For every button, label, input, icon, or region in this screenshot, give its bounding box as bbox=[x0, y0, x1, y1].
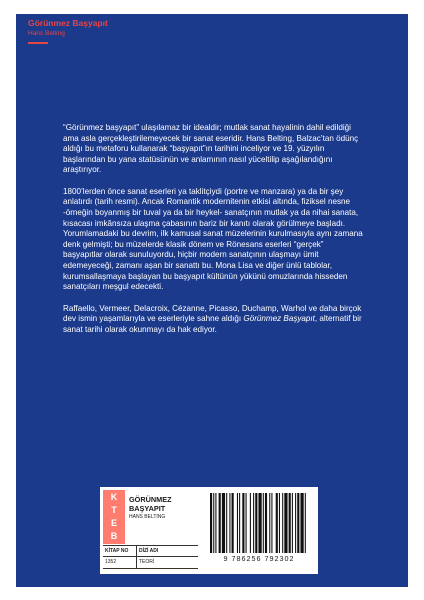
barcode-bar bbox=[289, 493, 291, 553]
barcode-bar bbox=[284, 493, 287, 553]
barcode-bar bbox=[250, 493, 251, 553]
barcode-bar bbox=[255, 493, 257, 553]
barcode-bar bbox=[246, 493, 247, 553]
isbn-number: 9 786256 792302 bbox=[223, 554, 295, 563]
blurb-paragraph-3-end: , alternatif bir sanat tarihi olarak okunmayı da hak ediyor. bbox=[63, 314, 362, 334]
barcode-bar bbox=[282, 493, 283, 553]
title-underline bbox=[28, 42, 48, 44]
blurb-text bbox=[63, 123, 365, 346]
barcode-bar bbox=[265, 493, 267, 553]
blurb-paragraph-2: 1800’lerden önce sanat eserleri ya taklitçiydi (portre ve manzara) ya da bir şey anlatırdı (tarih resmi). Ancak Romantik modernitenin etkisi altında, fiziksel nesne -örneğin boyanmış bir tuval ya da bir heykel- sanatçının mutlak ya da nihai sanata, kısacası imkânsıza ulaşma çabasının bariz bir kanıtı olarak görülmeye başladı. Yorumlamadaki bu devrim, ilk kamusal sanat müzelerinin kurulmasıyla aynı zamana denk gelmişti; bu müzelerde klasik dönem ve Rönesans eserleri “gerçek” başyapıtlar olarak sunuluyordu, hiçbir modern sanatçının ulaşmayı ümit edemeyeceği, zamanı aşan bir sanattı bu. Mona Lisa ve diğer ünlü tablolar, kurumsallaşmaya başlayan bu başyapıt kültünün yükünü omuzlarında hisseden sanatçıları meşgul edecekti. bbox=[63, 186, 363, 292]
grid-line-vertical bbox=[136, 545, 137, 569]
barcode-bar bbox=[242, 493, 244, 553]
barcode-bar bbox=[219, 493, 221, 553]
cover-title: Görünmez Başyapıt bbox=[28, 18, 108, 28]
dizi-adi-label: DİZİ ADI bbox=[139, 548, 159, 554]
book-title: GÖRÜNMEZ BAŞYAPIT bbox=[129, 495, 172, 513]
grid-line-middle bbox=[103, 556, 198, 557]
barcode-bar bbox=[271, 493, 272, 553]
barcode-bar bbox=[229, 493, 230, 553]
cover-author: Hans Belting bbox=[28, 30, 65, 37]
barcode-bar bbox=[305, 493, 306, 553]
barcode-bar bbox=[222, 493, 225, 553]
logo-letter-4: B bbox=[110, 531, 118, 541]
barcode-bar bbox=[237, 493, 238, 553]
barcode-bar bbox=[292, 493, 293, 553]
grid-line-bottom bbox=[103, 568, 198, 569]
grid-line-top bbox=[103, 545, 198, 546]
publisher-logo bbox=[103, 490, 125, 544]
barcode-bar bbox=[258, 493, 261, 553]
barcode-bar bbox=[213, 493, 214, 553]
barcode-bar bbox=[210, 493, 212, 553]
logo-letter-2: T bbox=[111, 505, 117, 515]
logo-letter-1: K bbox=[110, 492, 118, 502]
blurb-paragraph-3-italic: Görünmez Başyapıt bbox=[243, 314, 315, 324]
book-author: HANS BELTING bbox=[129, 514, 166, 520]
barcode-bar bbox=[300, 493, 303, 553]
barcode-bar bbox=[276, 493, 278, 553]
blurb-paragraph-3-start: Raffaello, Vermeer, Delacroix, Cézanne, Picasso, Duchamp, Warhol ve daha birçok dev ismin yaşamlarıyla ve eserleriyle sahne aldığı bbox=[63, 303, 362, 324]
logo-letter-3: E bbox=[110, 518, 117, 528]
kitap-no-value: 1352 bbox=[105, 559, 117, 565]
blurb-paragraph-3 bbox=[63, 304, 365, 336]
barcode-bar bbox=[232, 493, 234, 553]
barcode-bar bbox=[263, 493, 264, 553]
blurb-paragraph-1: “Görünmez başyapıt” ulaşılamaz bir idealdir; mutlak sanat hayalinin dahil edildiği ama asla gerçekleştirilemeyecek bir sanat eseridir. Hans Belting, Balzac’tan ödünç aldığı bu metaforu kullanarak “başyapıt”ın tarihini inceliyor ve 19. yüzyılın başlarından bu yana statüsünün ve anlamının nasıl yüceltilip aşağılandığını araştırıyor. bbox=[63, 123, 359, 175]
kitap-no-label: KİTAP NO bbox=[105, 548, 129, 554]
barcode-bar bbox=[295, 493, 296, 553]
barcode-bar bbox=[279, 493, 280, 553]
barcode-bar bbox=[297, 493, 299, 553]
barcode-bar bbox=[253, 493, 254, 553]
barcode-bar bbox=[226, 493, 227, 553]
dizi-adi-value: TEORİ bbox=[139, 559, 155, 565]
barcode-bar bbox=[215, 493, 216, 553]
barcode-bar bbox=[239, 493, 240, 553]
barcode-bar bbox=[269, 493, 270, 553]
barcode-box bbox=[100, 487, 318, 574]
barcode bbox=[208, 493, 310, 553]
